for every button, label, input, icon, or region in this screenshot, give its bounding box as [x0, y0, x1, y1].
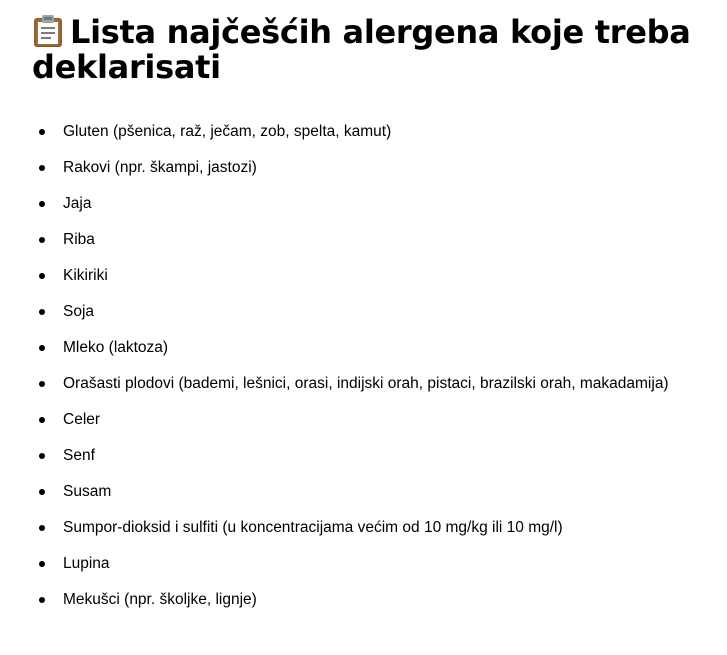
list-item-text: Mekušci (npr. školjke, lignje)	[63, 591, 257, 608]
list-item-text: Mleko (laktoza)	[63, 339, 169, 356]
list-item-text: Jaja	[63, 195, 92, 212]
list-item-text: Kikiriki	[63, 267, 108, 284]
list-item	[32, 265, 707, 301]
list-item	[32, 553, 707, 589]
clipboard-icon	[32, 14, 64, 48]
bullet-icon	[39, 345, 45, 351]
list-item-text: Susam	[63, 483, 112, 500]
bullet-icon	[39, 165, 45, 171]
list-item-text: Sumpor-dioksid i sulfiti (u koncentracijama većim od 10 mg/kg ili 10 mg/l)	[63, 519, 563, 536]
list-item	[32, 517, 707, 553]
bullet-icon	[39, 273, 45, 279]
list-item-text: Rakovi (npr. škampi, jastozi)	[63, 159, 257, 176]
bullet-icon	[39, 309, 45, 315]
page-title	[32, 14, 707, 85]
list-item-text: Celer	[63, 411, 101, 428]
bullet-icon	[39, 201, 45, 207]
list-item	[32, 337, 707, 373]
list-item	[32, 373, 707, 409]
bullet-icon	[39, 525, 45, 531]
bullet-icon	[39, 489, 45, 495]
list-item-text: Orašasti plodovi (bademi, lešnici, orasi, indijski orah, pistaci, brazilski orah, makadamija)	[63, 375, 669, 392]
bullet-icon	[39, 453, 45, 459]
list-item-text: Soja	[63, 303, 95, 320]
list-item-text: Senf	[63, 447, 95, 464]
bullet-icon	[39, 597, 45, 603]
list-item	[32, 157, 707, 193]
bullet-icon	[39, 129, 45, 135]
bullet-icon	[39, 237, 45, 243]
bullet-icon	[39, 561, 45, 567]
allergen-list	[32, 121, 707, 625]
list-item-text: Riba	[63, 231, 95, 248]
list-item	[32, 301, 707, 337]
list-item	[32, 193, 707, 229]
list-item-text: Gluten (pšenica, raž, ječam, zob, spelta, kamut)	[63, 123, 392, 140]
list-item	[32, 409, 707, 445]
list-item	[32, 229, 707, 265]
list-item	[32, 481, 707, 517]
list-item	[32, 445, 707, 481]
list-item	[32, 589, 707, 625]
page-title-text: Lista najčešćih alergena koje treba deklarisati	[32, 13, 691, 86]
list-item	[32, 121, 707, 157]
list-item-text: Lupina	[63, 555, 110, 572]
bullet-icon	[39, 381, 45, 387]
bullet-icon	[39, 417, 45, 423]
